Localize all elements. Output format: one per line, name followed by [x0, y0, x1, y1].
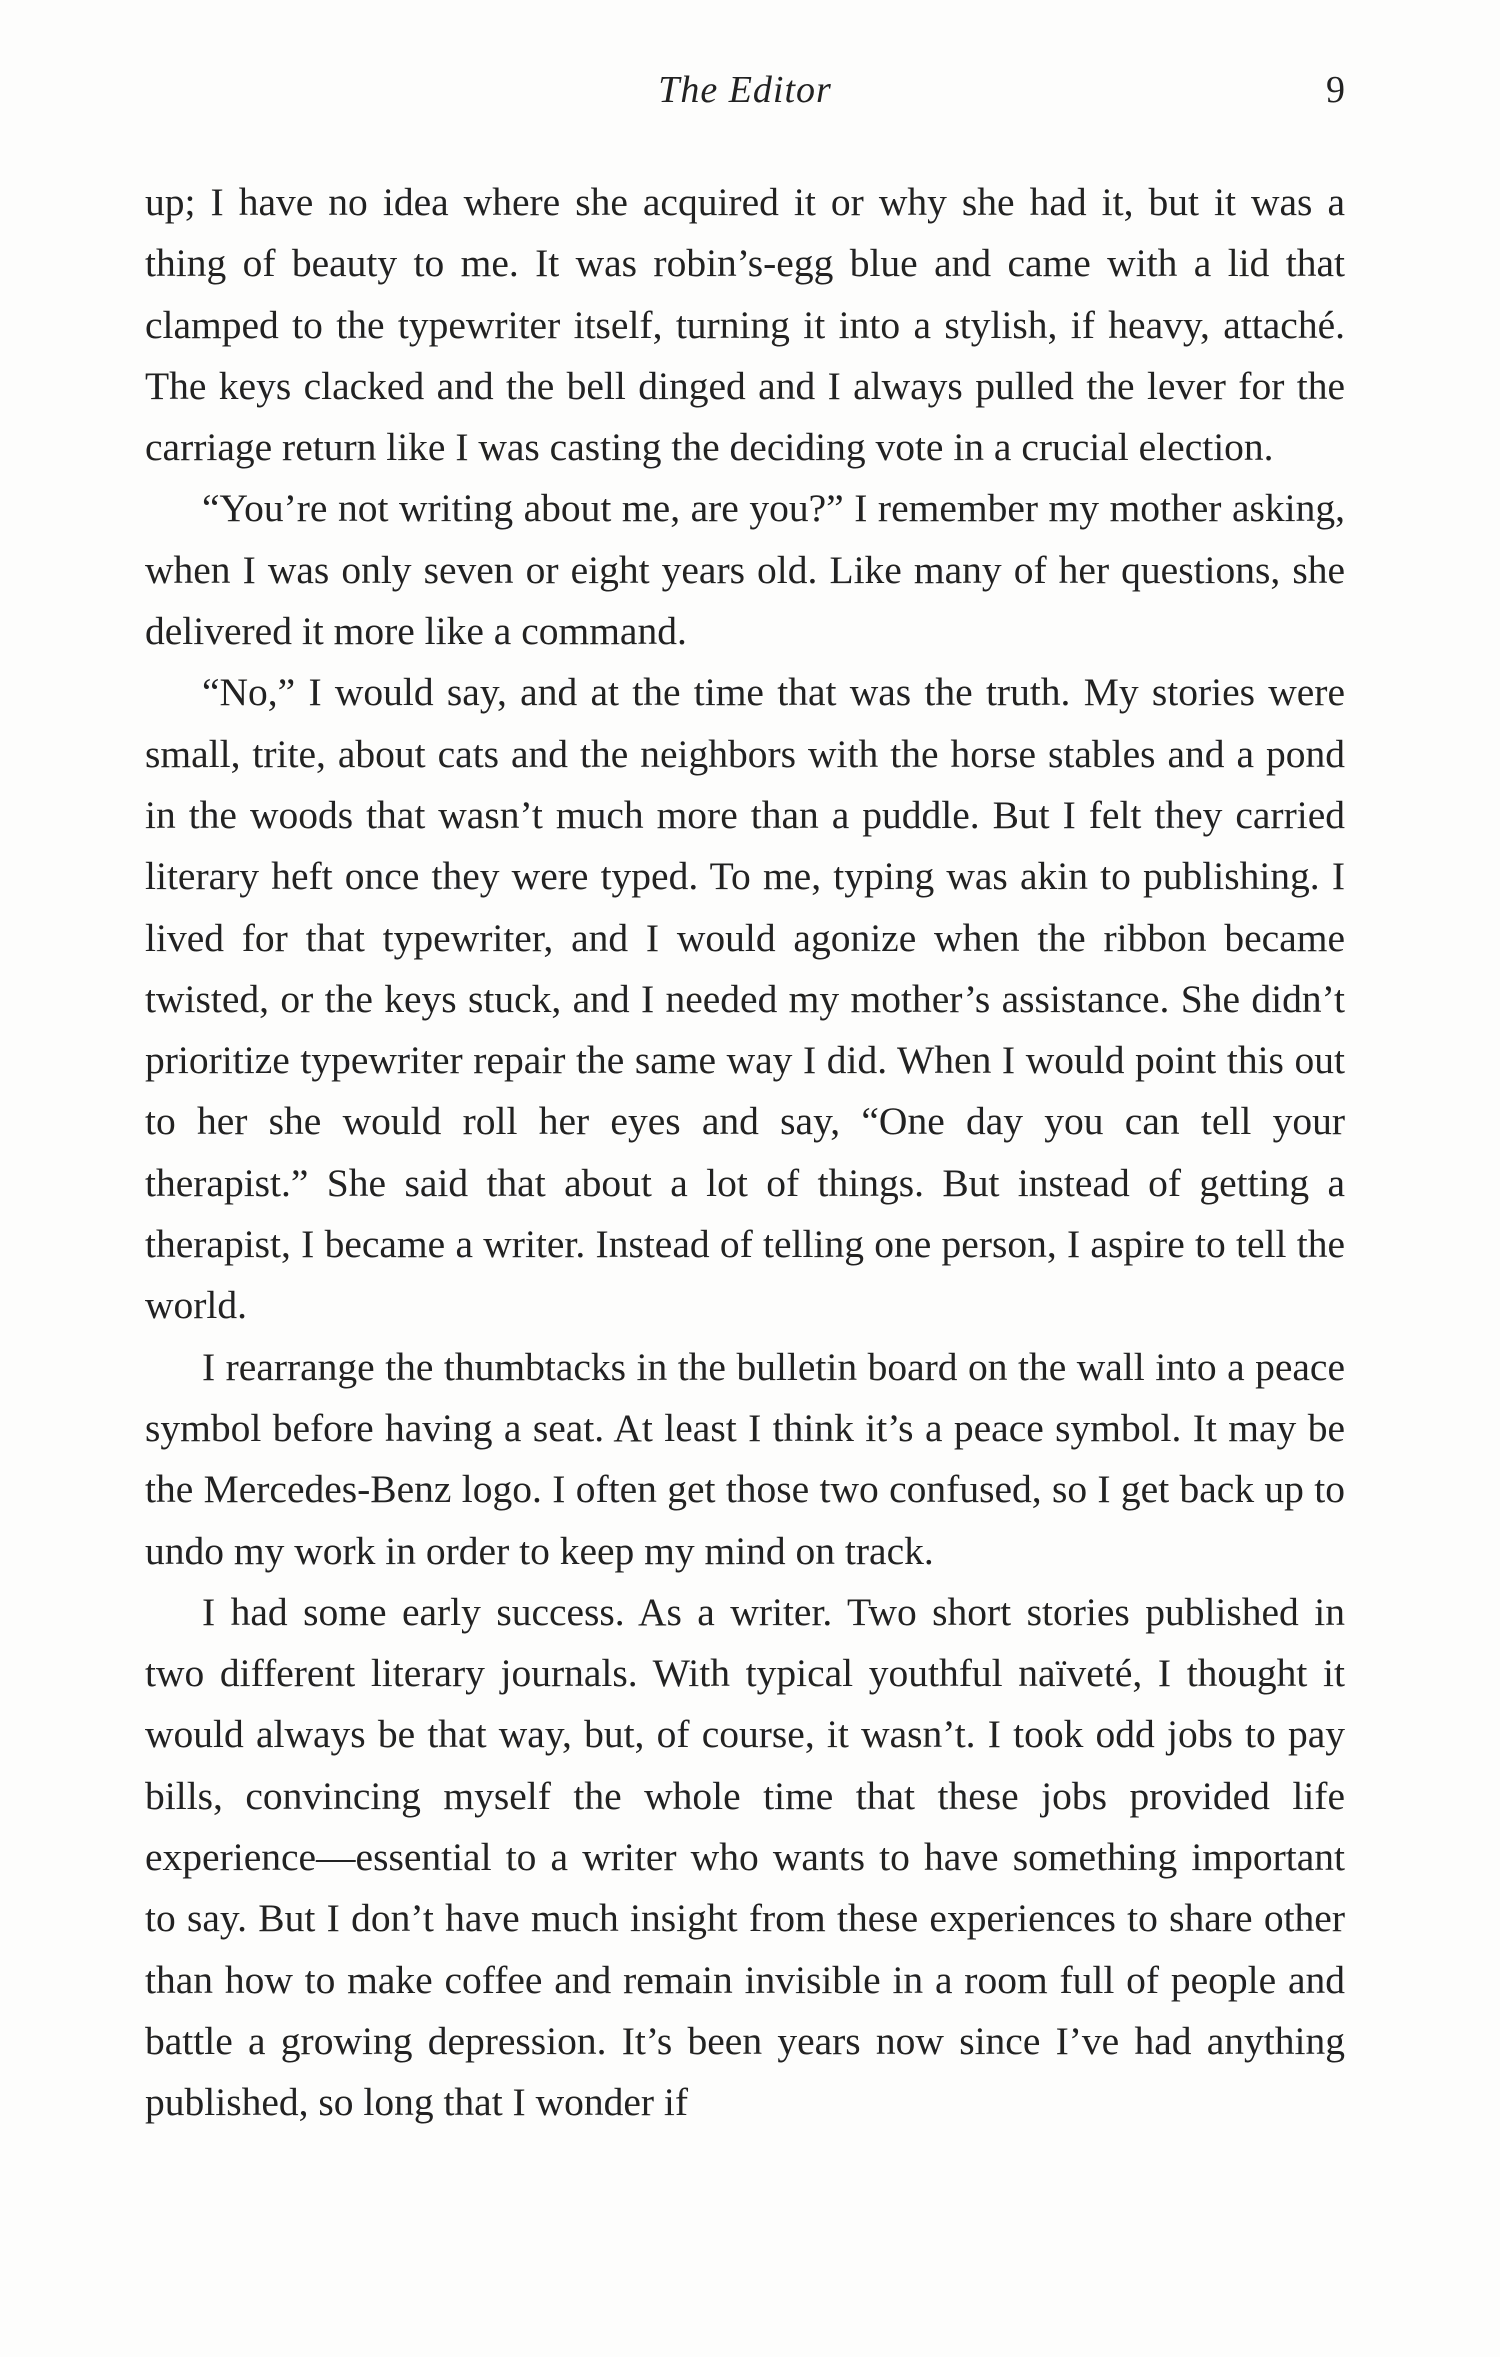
paragraph-continued: up; I have no idea where she acquired it or why she had it, but it was a thing of beauty to me. It was robin’s-egg blue and came with a lid that clamped to the typewriter itself, turning it into a stylish, if heavy, attaché. The keys clacked and the bell dinged and I always pulled the lever for the carriage return like I was casting the deciding vote in a crucial election. — [145, 180, 1345, 470]
running-head — [145, 60, 1345, 120]
body-text — [145, 172, 1345, 2134]
running-title: The Editor — [658, 69, 832, 111]
page-number: 9 — [1326, 69, 1345, 111]
paragraph: “You’re not writing about me, are you?” I remember my mother asking, when I was only seven or eight years old. Like many of her questions, she delivered it more like a command. — [145, 486, 1345, 654]
paragraph: I rearrange the thumbtacks in the bulletin board on the wall into a peace symbol before having a seat. At least I think it’s a peace symbol. It may be the Mercedes-Benz logo. I often get those two confused, so I get back up to undo my work in order to keep my mind on track. — [145, 1344, 1345, 1573]
paragraph: “No,” I would say, and at the time that was the truth. My stories were small, trite, about cats and the neighbors with the horse stables and a pond in the woods that wasn’t much more than a puddle. But I felt they carried literary heft once they were typed. To me, typing was akin to publishing. I lived for that typewriter, and I would agonize when the ribbon became twisted, or the keys stuck, and I needed my mother’s assistance. She didn’t prioritize typewriter repair the same way I did. When I would point this out to her she would roll her eyes and say, “One day you can tell your therapist.” She said that about a lot of things. But instead of getting a therapist, I became a writer. Instead of telling one person, I aspire to tell the world. — [145, 670, 1345, 1328]
paragraph: I had some early success. As a writer. Two short stories published in two different literary journals. With typical youthful naïveté, I thought it would always be that way, but, of course, it wasn’t. I took odd jobs to pay bills, convincing myself the whole time that these jobs provided life experience—essential to a writer who wants to have something important to say. But I don’t have much insight from these experiences to share other than how to make coffee and remain invisible in a room full of people and battle a growing depression. It’s been years now since I’ve had anything published, so long that I wonder if — [145, 1589, 1345, 2125]
